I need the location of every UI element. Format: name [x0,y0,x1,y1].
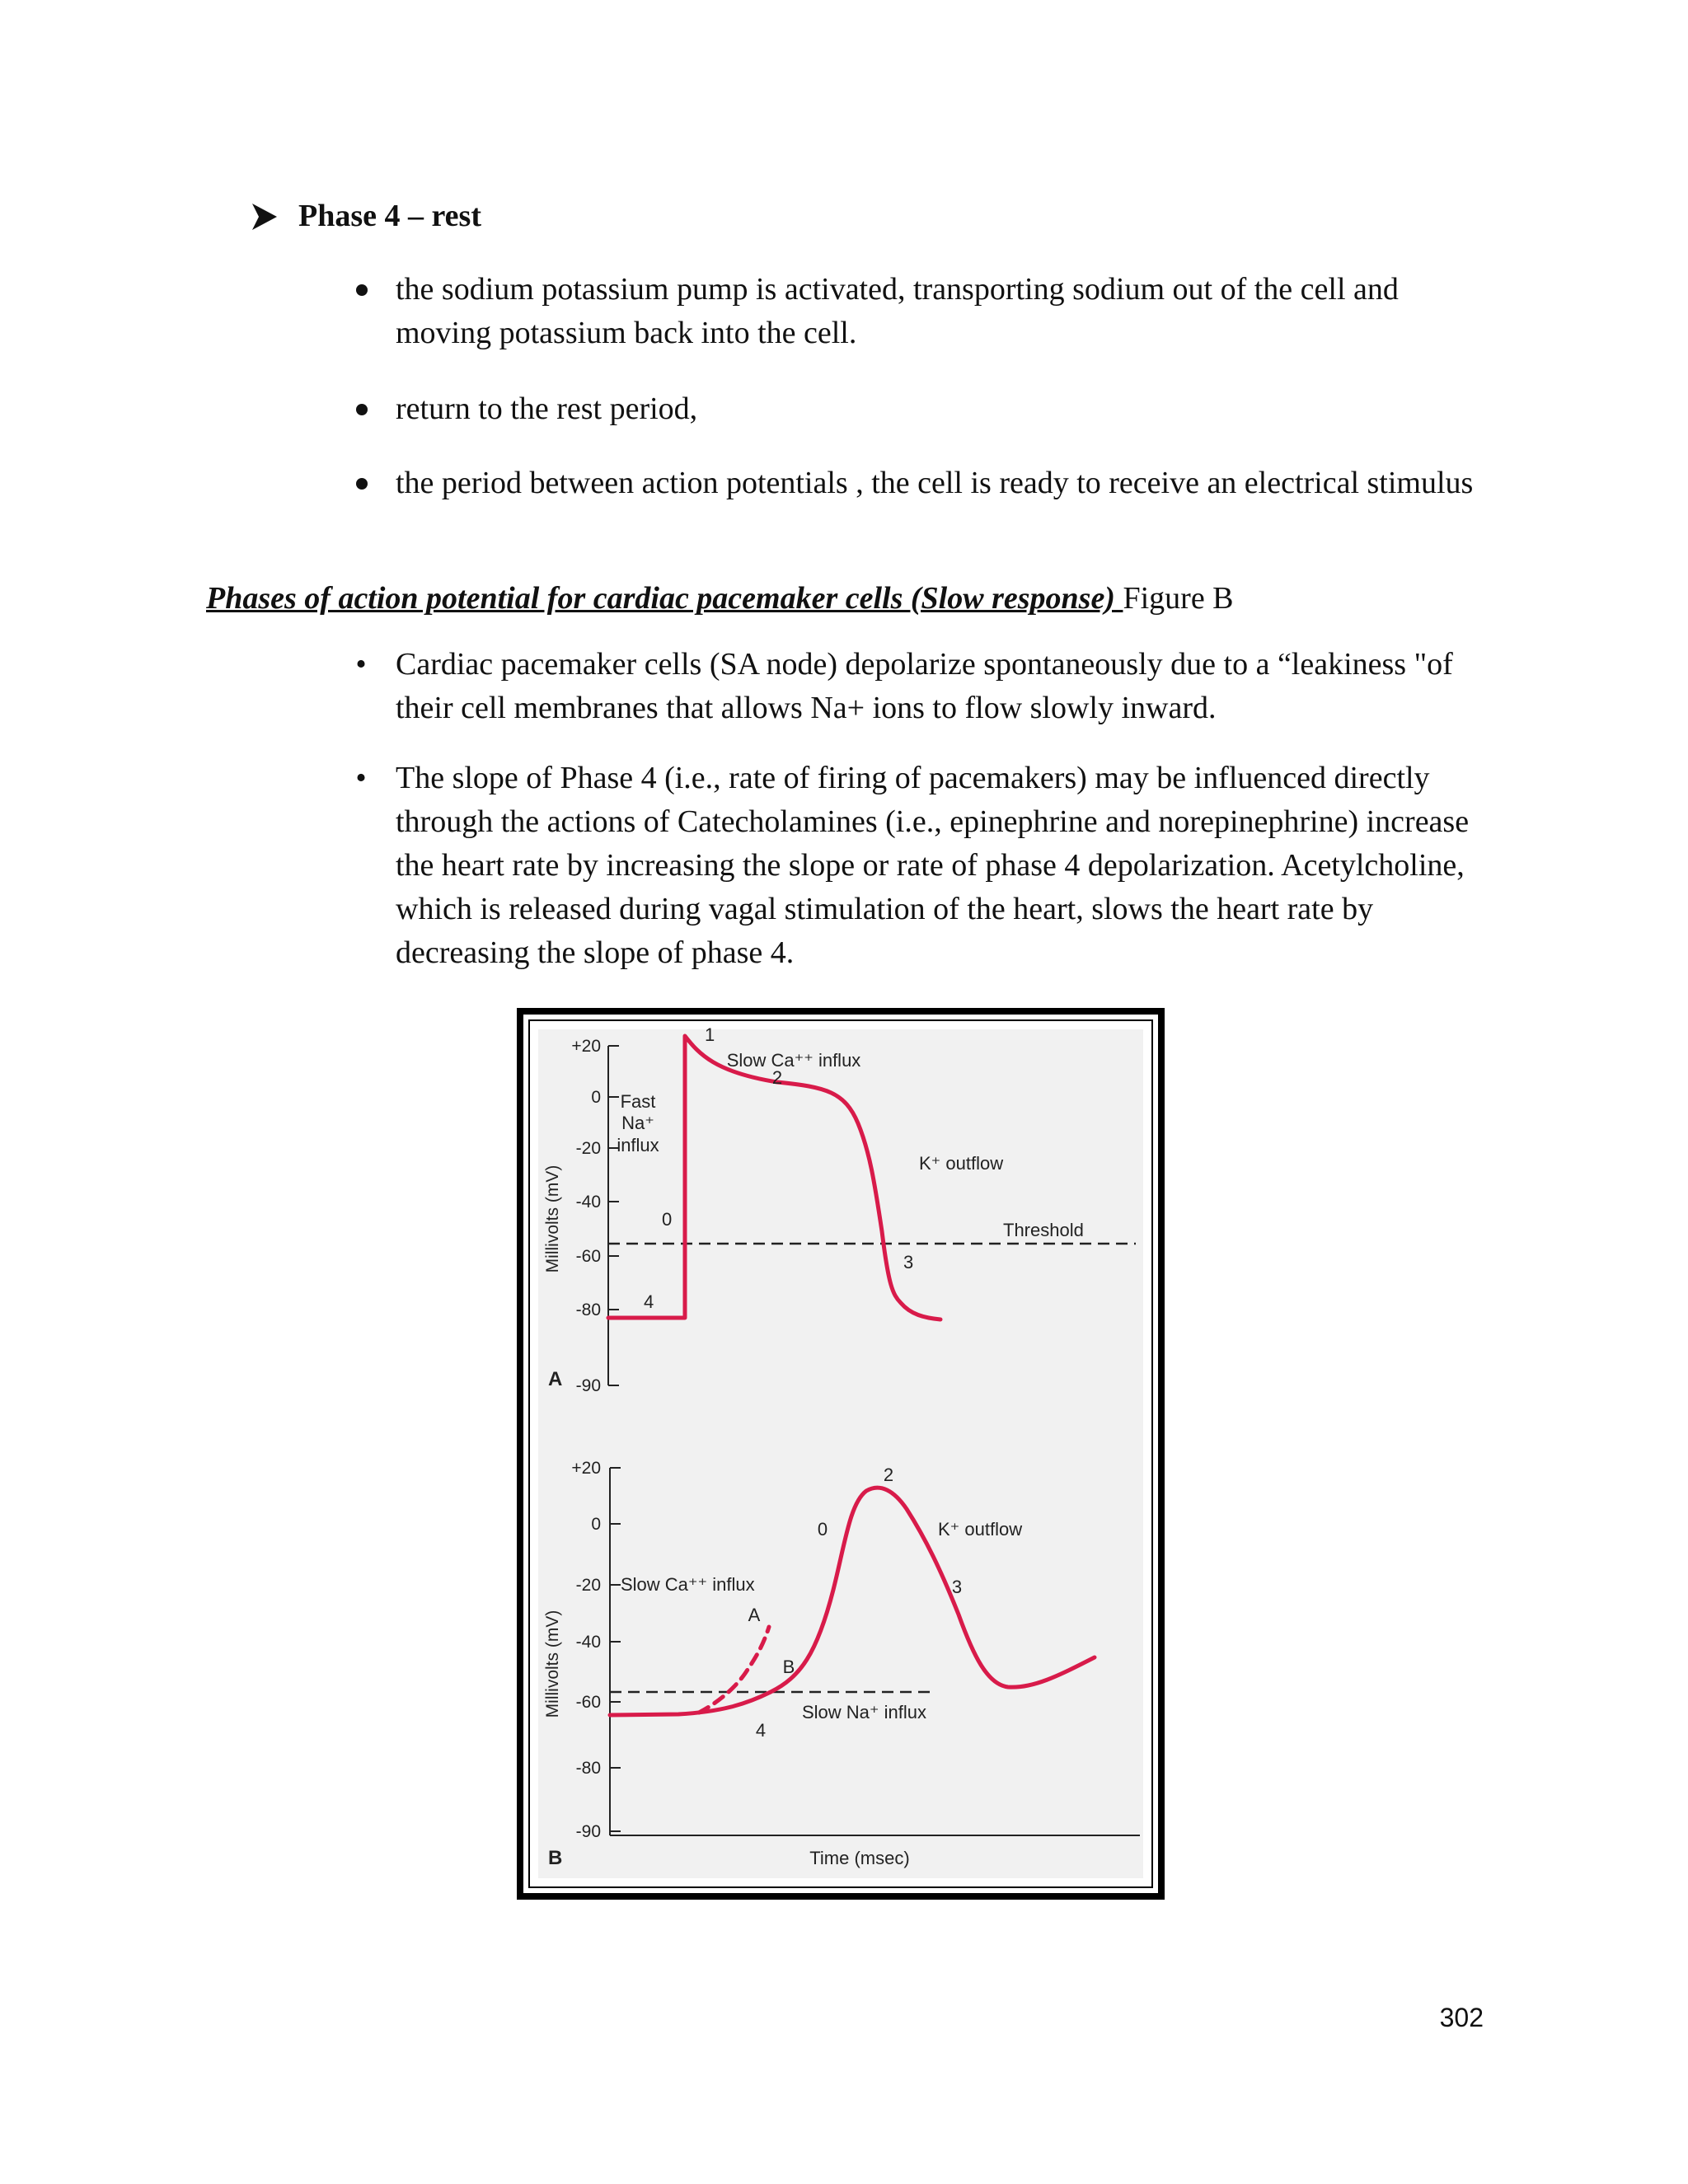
action-potential-graphs [530,1021,1151,1886]
panel-a-phase-1: 1 [705,1024,715,1045]
panel-a-phase-4: 4 [644,1291,654,1312]
panel-a-phase-2: 2 [771,1067,783,1088]
arrowhead-bullet-icon [247,200,280,233]
panel-b-k-outflow-label: K⁺ outflow [938,1519,1023,1540]
bullet-dot-icon: • [355,647,367,682]
list-item [345,462,1482,552]
bullet-text: The slope of Phase 4 (i.e., rate of firing of pacemakers) may be influenced directly through the actions of Catecholamines (i.e., epinephrine and norepinephrine) increase the heart rate by increasing the slope or rate of phase 4 depolarization. Acetylcholine, which is released during vagal stimulation of the heart, slows the heart rate by decreasing the slope of phase 4. [396,761,1470,970]
phase4-heading [247,194,481,238]
panel-a-ytick: +20 [571,1037,601,1056]
panel-a-ylabel: Millivolts (mV) [543,1165,562,1273]
panel-a-label: A [548,1368,563,1390]
panel-b-ytick: -80 [575,1759,601,1778]
panel-a-fast-na-label: Fast [620,1091,656,1112]
action-potential-figure [517,1008,1165,1900]
section-title: Phases of action potential for cardiac pacemaker cells (Slow response) [206,581,1123,616]
list-item [345,387,1482,431]
bullet-dot-icon [356,284,368,296]
panel-a-ytick: -80 [575,1301,601,1319]
panel-b-ytick: -40 [575,1633,601,1652]
panel-b-label: B [548,1847,563,1869]
bullet-text: the period between action potentials , the cell is ready to receive an electrical stimulus [396,466,1474,500]
panel-a-ytick: 0 [591,1088,601,1107]
list-item [345,643,1482,733]
panel-a-threshold-label: Threshold [1003,1220,1084,1240]
panel-a-slow-ca-label: Slow Ca⁺⁺ influx [726,1050,861,1071]
figure-inner [528,1019,1153,1888]
panel-b-slow-na-label: Slow Na⁺ influx [802,1702,927,1722]
panel-b-ytick: 0 [591,1515,601,1534]
panel-a-phase-3: 3 [903,1252,914,1272]
panel-a-ytick: -60 [575,1247,601,1266]
list-item [345,757,1482,979]
panel-b-ylabel: Millivolts (mV) [543,1610,562,1718]
panel-b-phase-0: 0 [817,1519,828,1540]
panel-b-ytick: -90 [575,1822,601,1841]
panel-b-ytick: -60 [575,1693,601,1712]
figure-reference: Figure B [1123,581,1234,616]
panel-b-phase-3: 3 [951,1577,963,1597]
panel-a-ytick: -20 [575,1139,601,1158]
section-heading [206,577,1525,621]
bullet-dot-icon: • [355,761,367,795]
bullet-text: return to the rest period, [396,391,698,426]
panel-b-point-a: A [748,1605,761,1625]
bullet-text: the sodium potassium pump is activated, transporting sodium out of the cell and moving potassium back into the cell. [396,272,1399,350]
panel-a-k-outflow-label: K⁺ outflow [919,1153,1004,1174]
panel-b-phase-2: 2 [883,1465,894,1485]
bullet-dot-icon [356,478,368,490]
panel-b-ytick: -20 [575,1576,601,1595]
panel-a-ytick: -90 [575,1376,601,1395]
panel-b-phase-4: 4 [755,1720,767,1741]
panel-b-slow-ca-label: Slow Ca⁺⁺ influx [621,1574,755,1595]
list-item [345,268,1482,359]
page-number: 302 [1439,2003,1484,2032]
panel-b-ytick: +20 [571,1459,601,1478]
phase4-heading-text: Phase 4 – rest [298,199,481,233]
panel-a-fast-na-label: influx [617,1135,659,1155]
bullet-dot-icon [356,404,368,415]
panel-a-fast-na-label: Na⁺ [621,1113,654,1133]
bullet-text: Cardiac pacemaker cells (SA node) depolarize spontaneously due to a “leakiness "of their cell membranes that allows Na+ ions to flow slowly inward. [396,647,1453,725]
panel-b-xlabel: Time (msec) [809,1848,910,1868]
panel-a-ytick: -40 [575,1193,601,1212]
panel-a-phase-0: 0 [662,1209,673,1230]
panel-b-point-b: B [782,1657,795,1677]
